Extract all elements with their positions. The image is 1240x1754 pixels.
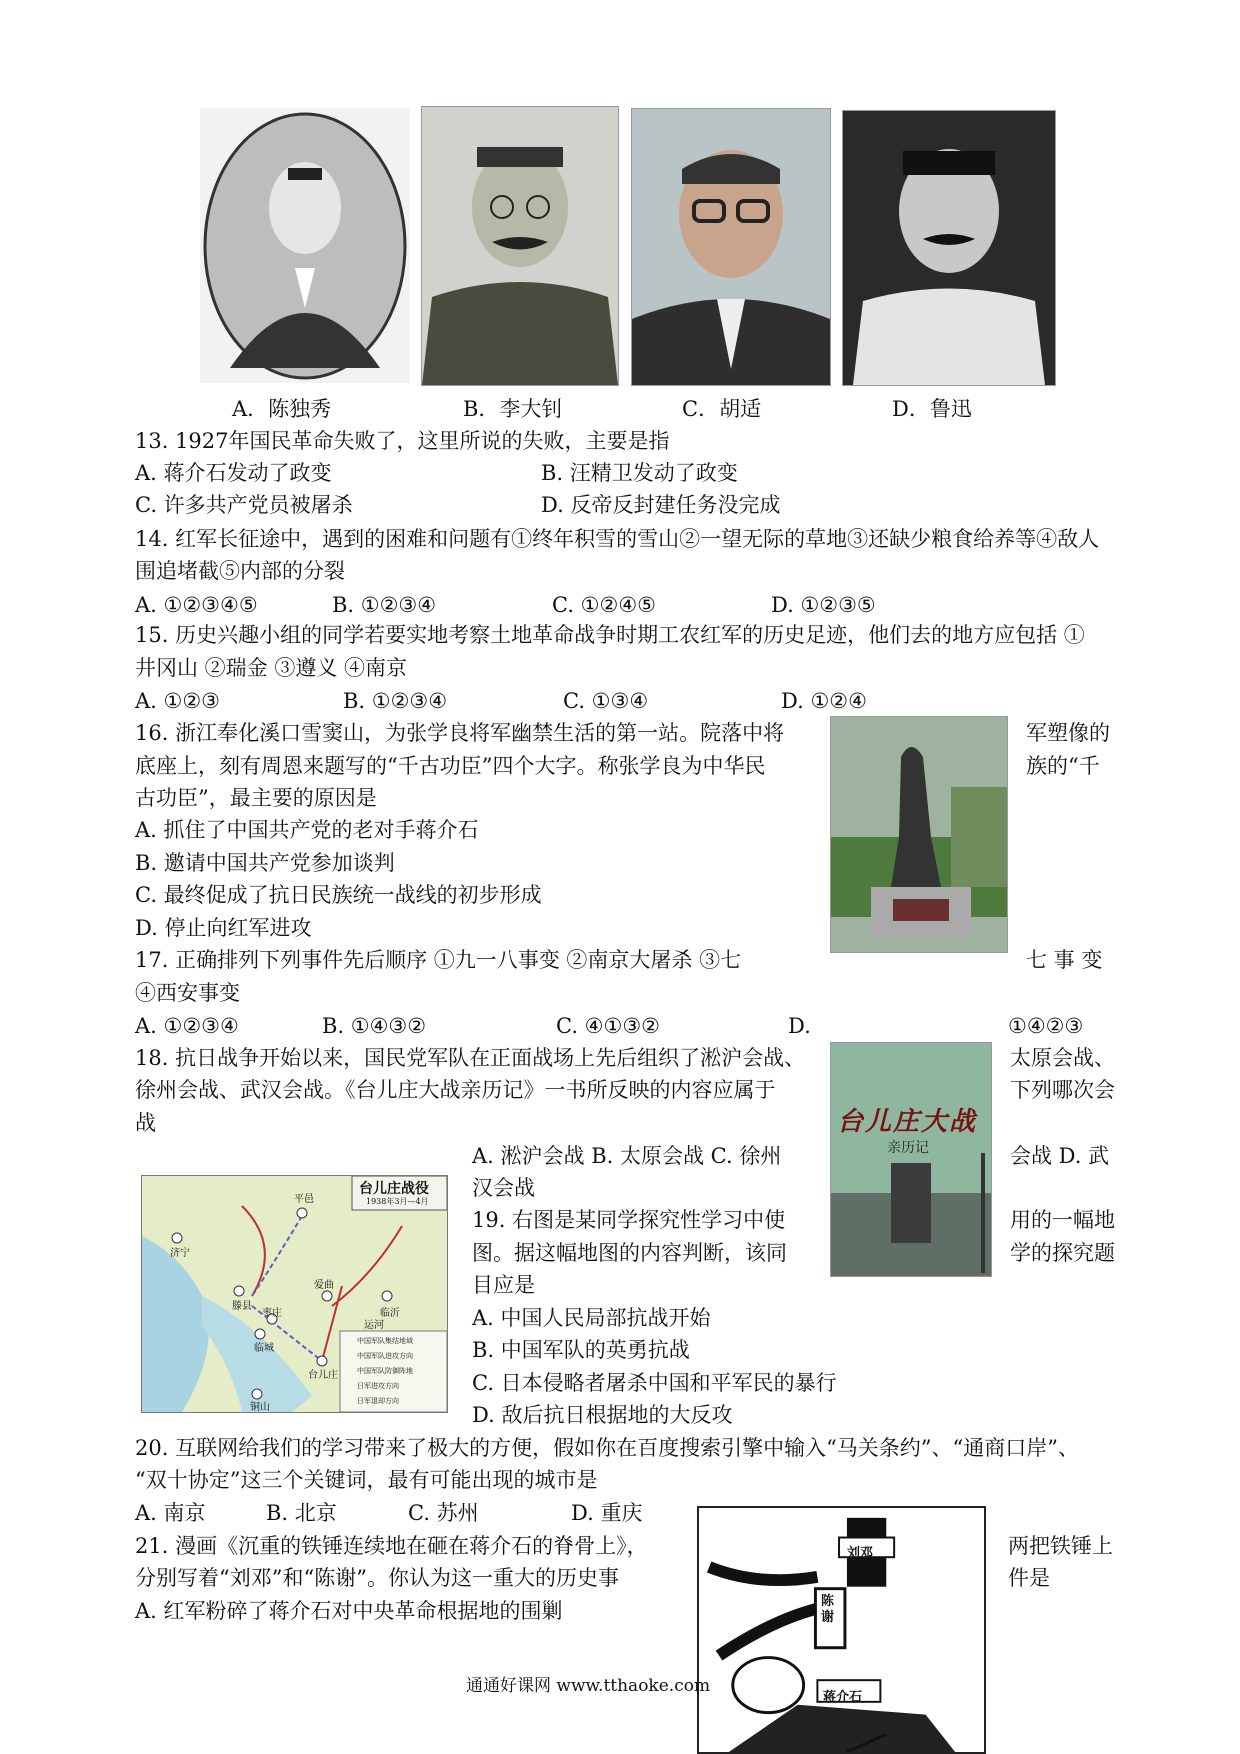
map-city: 临城 xyxy=(254,1343,274,1354)
map-city: 枣庄 xyxy=(262,1308,282,1319)
portrait-hu-shi-image xyxy=(632,109,830,385)
q18-options-right: 会战 D. 武 xyxy=(1010,1144,1110,1168)
q16-line2-right: 族的“千 xyxy=(1026,754,1100,778)
portrait-li-dazhao xyxy=(421,106,619,386)
q16-option-a: A. 抓住了中国共产党的老对手蒋介石 xyxy=(135,818,479,842)
portrait-li-dazhao-image xyxy=(422,107,618,385)
q18-line1-right: 太原会战、 xyxy=(1010,1046,1115,1070)
q14-option-c: C. ①②④⑤ xyxy=(552,593,656,617)
portrait-lu-xun-image xyxy=(843,111,1055,385)
portrait-chen-duxiu-image xyxy=(200,108,410,383)
q15-stem-line2: 井冈山 ②瑞金 ③遵义 ④南京 xyxy=(135,656,408,680)
q19-line2-left: 图。据这幅地图的内容判断，该同 xyxy=(472,1241,787,1265)
q21-line2-right: 件是 xyxy=(1008,1566,1050,1590)
map-subtitle: 1938年3月—4月 xyxy=(366,1197,429,1206)
q20-line1: 20. 互联网给我们的学习带来了极大的方便，假如你在百度搜索引擎中输入“马关条约”、“通商口岸”、 xyxy=(135,1436,1080,1460)
q13-option-b: B. 汪精卫发动了政变 xyxy=(541,461,738,485)
q17-option-d-label: D. xyxy=(788,1014,811,1038)
q14-option-d: D. ①②③⑤ xyxy=(771,593,876,617)
book-cover-taierzhuang xyxy=(830,1042,992,1277)
map-graphic xyxy=(142,1176,447,1412)
cartoon-hammers-on-chiang xyxy=(697,1506,986,1754)
q13-option-d: D. 反帝反封建任务没完成 xyxy=(541,493,781,517)
cartoon-target-label: 蒋介石 xyxy=(823,1690,863,1705)
book-subtitle: 亲历记 xyxy=(887,1140,929,1156)
q18-line3: 战 xyxy=(135,1111,156,1135)
q19-line1-right: 用的一幅地 xyxy=(1010,1208,1115,1232)
map-city: 铜山 xyxy=(250,1402,270,1413)
q16-option-d: D. 停止向红军进攻 xyxy=(135,916,312,940)
q21-line2-left: 分别写着“刘邓”和“陈谢”。你认为这一重大的历史事 xyxy=(135,1566,619,1590)
zhang-xueliang-statue-photo xyxy=(830,716,1008,953)
q15-option-c: C. ①③④ xyxy=(563,689,649,713)
q19-option-d: D. 敌后抗日根据地的大反攻 xyxy=(472,1403,733,1427)
portrait-caption-d: D．鲁迅 xyxy=(892,397,972,421)
q16-line1-right: 军塑像的 xyxy=(1026,721,1110,745)
map-city: 滕县 xyxy=(232,1301,252,1312)
q19-line1-left: 19. 右图是某同学探究性学习中使 xyxy=(472,1208,786,1232)
portrait-caption-a: A．陈独秀 xyxy=(232,397,332,421)
q20-option-c: C. 苏州 xyxy=(408,1501,479,1525)
map-legend-item: 日军进攻方向 xyxy=(357,1382,399,1390)
q18-line2-left: 徐州会战、武汉会战。《台儿庄大战亲历记》一书所反映的内容应属于 xyxy=(135,1078,776,1102)
q19-option-b: B. 中国军队的英勇抗战 xyxy=(472,1338,690,1362)
q16-line1-left: 16. 浙江奉化溪口雪窦山，为张学良将军幽禁生活的第一站。院落中将 xyxy=(135,721,785,745)
portrait-chen-duxiu xyxy=(200,108,410,383)
page-footer: 通通好课网 www.tthaoke.com xyxy=(466,1676,711,1696)
q16-line3: 古功臣”，最主要的原因是 xyxy=(135,786,377,810)
q17-option-d-value: ①④②③ xyxy=(1008,1014,1084,1038)
portrait-hu-shi xyxy=(631,108,831,386)
statue-image xyxy=(831,717,1007,952)
q21-line1-right: 两把铁锤上 xyxy=(1008,1534,1113,1558)
map-city: 台儿庄 xyxy=(308,1370,338,1381)
map-legend-item: 日军退却方向 xyxy=(357,1397,399,1405)
q17-option-c: C. ④①③② xyxy=(556,1014,660,1038)
q20-option-d: D. 重庆 xyxy=(571,1501,643,1525)
q13-option-a: A. 蒋介石发动了政变 xyxy=(135,461,332,485)
q17-option-b: B. ①④③② xyxy=(322,1014,427,1038)
q13-stem: 13. 1927年国民革命失败了，这里所说的失败，主要是指 xyxy=(135,429,670,453)
cartoon-hammer-label-2: 陈谢 xyxy=(821,1594,835,1625)
q15-option-b: B. ①②③④ xyxy=(343,689,448,713)
q14-option-b: B. ①②③④ xyxy=(332,593,437,617)
q20-option-a: A. 南京 xyxy=(135,1501,206,1525)
map-legend-item: 中国军队防御阵地 xyxy=(357,1367,413,1375)
map-city: 平邑 xyxy=(294,1194,314,1205)
q18-options-wrap: 汉会战 xyxy=(472,1176,535,1200)
map-city: 运河 xyxy=(364,1320,384,1331)
q20-option-b: B. 北京 xyxy=(266,1501,337,1525)
taierzhuang-battle-map xyxy=(141,1175,448,1413)
map-legend-item: 中国军队集结地域 xyxy=(357,1337,413,1345)
q17-line1-right: 七 事 变 xyxy=(1026,948,1103,972)
map-legend-item: 中国军队进攻方向 xyxy=(357,1352,413,1360)
q19-line2-right: 学的探究题 xyxy=(1010,1241,1115,1265)
map-city: 济宁 xyxy=(170,1248,190,1259)
q20-line2: “双十协定”这三个关键词，最有可能出现的城市是 xyxy=(135,1468,598,1492)
q18-line2-right: 下列哪次会 xyxy=(1010,1078,1115,1102)
q19-option-c: C. 日本侵略者屠杀中国和平军民的暴行 xyxy=(472,1371,837,1395)
q21-option-a: A. 红军粉碎了蒋介石对中央革命根据地的围剿 xyxy=(135,1599,563,1623)
portrait-caption-c: C．胡适 xyxy=(682,397,762,421)
portrait-lu-xun xyxy=(842,110,1056,386)
q17-line2: ④西安事变 xyxy=(135,981,240,1005)
map-title: 台儿庄战役 xyxy=(359,1181,429,1197)
q14-option-a: A. ①②③④⑤ xyxy=(135,593,258,617)
q16-line2-left: 底座上，刻有周恩来题写的“千古功臣”四个大字。称张学良为中华民 xyxy=(135,754,766,778)
q14-stem-line2: 围追堵截⑤内部的分裂 xyxy=(135,559,345,583)
q15-option-d: D. ①②④ xyxy=(781,689,867,713)
q17-line1-left: 17. 正确排列下列事件先后顺序 ①九一八事变 ②南京大屠杀 ③七 xyxy=(135,948,742,972)
book-cover-image xyxy=(831,1043,991,1276)
map-city: 临沂 xyxy=(380,1308,400,1319)
cartoon-hammer-label-1: 刘邓 xyxy=(847,1546,874,1561)
q16-option-c: C. 最终促成了抗日民族统一战线的初步形成 xyxy=(135,883,542,907)
q19-option-a: A. 中国人民局部抗战开始 xyxy=(472,1306,711,1330)
book-title: 台儿庄大战 xyxy=(837,1107,978,1137)
q18-options-left: A. 淞沪会战 B. 太原会战 C. 徐州 xyxy=(472,1144,782,1168)
q14-stem-line1: 14. 红军长征途中，遇到的困难和问题有①终年积雪的雪山②一望无际的草地③还缺少粮食给养等④敌人 xyxy=(135,527,1100,551)
q18-line1-left: 18. 抗日战争开始以来，国民党军队在正面战场上先后组织了淞沪会战、 xyxy=(135,1046,806,1070)
q21-line1-left: 21. 漫画《沉重的铁锤连续地在砸在蒋介石的脊骨上》， xyxy=(135,1534,648,1558)
map-city: 爱曲 xyxy=(314,1280,334,1291)
q16-option-b: B. 邀请中国共产党参加谈判 xyxy=(135,851,395,875)
q19-line3: 目应是 xyxy=(472,1273,535,1297)
q15-option-a: A. ①②③ xyxy=(135,689,220,713)
portrait-caption-b: B．李大钊 xyxy=(463,397,563,421)
q15-stem-line1: 15. 历史兴趣小组的同学若要实地考察土地革命战争时期工农红军的历史足迹，他们去的地方应包括 ① xyxy=(135,623,1085,647)
q17-option-a: A. ①②③④ xyxy=(135,1014,239,1038)
q13-option-c: C. 许多共产党员被屠杀 xyxy=(135,493,353,517)
cartoon-graphic xyxy=(699,1508,984,1752)
